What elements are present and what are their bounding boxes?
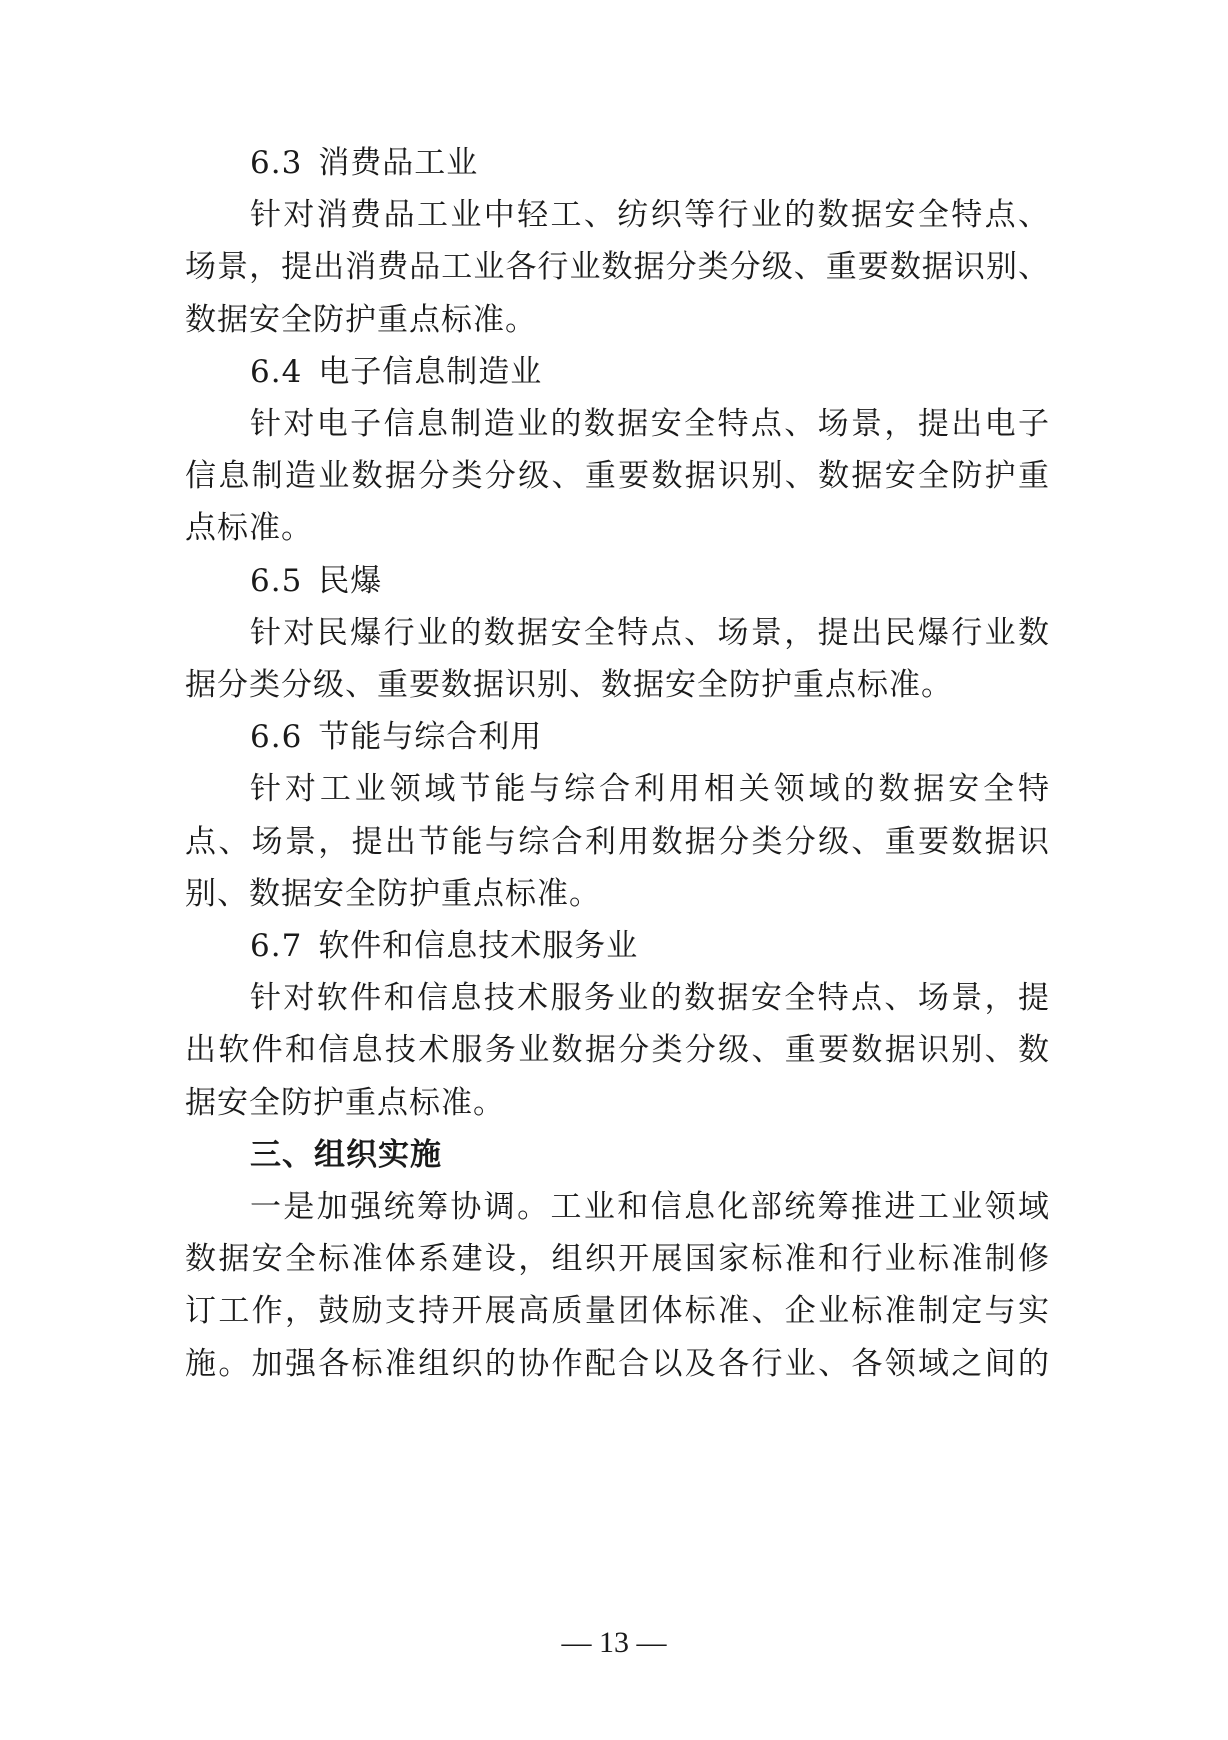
section-heading [250,343,1050,401]
paragraph-line: 场景，提出消费品工业各行业数据分类分级、重要数据识别、 [185,249,1050,286]
section-number: 6.3 [250,145,303,181]
section-number: 6.7 [250,928,303,964]
section-heading [250,708,1050,766]
chapter-heading: 三、组织实施 [250,1136,442,1173]
section-heading [250,917,1050,975]
section-title: 电子信息制造业 [318,353,543,390]
paragraph-line: 订工作，鼓励支持开展高质量团体标准、企业标准制定与实 [185,1293,1050,1330]
paragraph-line: 信息制造业数据分类分级、重要数据识别、数据安全防护重 [185,458,1050,495]
section-number: 6.6 [250,719,303,756]
section-title: 软件和信息技术服务业 [318,928,639,964]
paragraph-last-line: 点标准。 [185,510,313,547]
paragraph-line: 出软件和信息技术服务业数据分类分级、重要数据识别、数 [185,1032,1050,1069]
paragraph-first-line: 针对工业领域节能与综合利用相关领域的数据安全特 [250,771,1050,808]
section-title: 消费品工业 [318,145,479,181]
paragraph-line: 施。加强各标准组织的协作配合以及各行业、各领域之间的 [185,1345,1050,1382]
section-title: 民爆 [318,562,383,599]
section-number: 6.4 [250,353,303,390]
paragraph-first-line: 针对消费品工业中轻工、纺织等行业的数据安全特点、 [250,197,1050,234]
page-number: — 13 — [561,1626,667,1659]
paragraph-line: 数据安全标准体系建设，组织开展国家标准和行业标准制修 [185,1241,1050,1278]
paragraph-first-line: 针对软件和信息技术服务业的数据安全特点、场景，提 [250,980,1050,1017]
paragraph-last-line: 据分类分级、重要数据识别、数据安全防护重点标准。 [185,667,953,703]
paragraph-first-line: 针对电子信息制造业的数据安全特点、场景，提出电子 [250,406,1050,442]
paragraph-line: 点、场景，提出节能与综合利用数据分类分级、重要数据识 [185,823,1050,860]
paragraph-last-line: 据安全防护重点标准。 [185,1084,505,1121]
section-number: 6.5 [250,562,303,599]
section-heading [250,134,1050,192]
paragraph-last-line: 数据安全防护重点标准。 [185,301,537,338]
paragraph-last-line: 别、数据安全防护重点标准。 [185,875,601,912]
section-heading [250,552,1050,610]
section-title: 节能与综合利用 [318,719,543,756]
paragraph-first-line: 针对民爆行业的数据安全特点、场景，提出民爆行业数 [250,614,1050,651]
paragraph-first-line: 一是加强统筹协调。工业和信息化部统筹推进工业领域 [250,1189,1050,1225]
